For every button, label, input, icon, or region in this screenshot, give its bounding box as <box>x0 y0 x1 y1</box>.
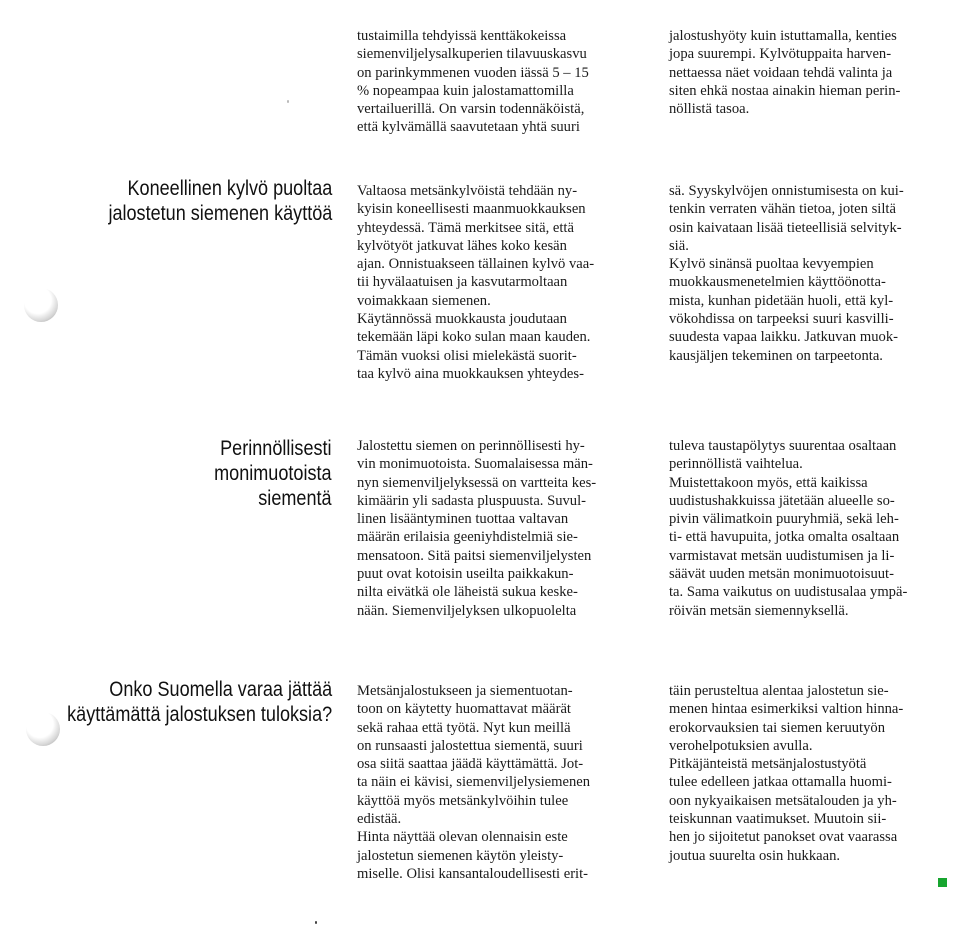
punch-hole-top <box>24 288 58 322</box>
scan-speck <box>287 100 289 103</box>
section3-column-left: Metsänjalostukseen ja siementuotan- toon on käytetty huomattavat määrät sekä rahaa että työtä. Nyt kun meillä on runsaasti jalostettua siementä, suuri osa siitä saattaa jäädä käyttämättä. Jot- ta näin ei kävisi, siemenviljelysiemenen käyttöä myös metsänkylvöihin tulee edistää. Hinta näyttää olevan olennaisin este jalostetun siemenen käytön yleisty- miselle. Olisi kansantaloudellisesti erit- <box>357 683 591 882</box>
intro-column-right: jalostushyöty kuin istuttamalla, kenties jopa suurempi. Kylvötuppaita harven- nettaessa näet voidaan tehdä valinta ja siten ehkä nostaa ainakin hieman perin- nöllistä tasoa. <box>669 28 901 118</box>
end-of-article-marker <box>938 878 947 887</box>
section-heading-perinnollisesti: Perinnöllisesti monimuotoista siementä <box>214 437 332 510</box>
intro-column-left: tustaimilla tehdyissä kenttäkokeissa siemenviljelysalkuperien tilavuuskasvu on parinkymmenen vuoden iässä 5 – 15 % nopeampaa kuin jalostamattomilla vertailuerillä. On varsin todennäköistä, että kylvämällä saavutetaan yhtä suuri <box>357 28 589 136</box>
section-heading-koneellinen-kylvo: Koneellinen kylvö puoltaa jalostetun siemenen käyttöä <box>108 177 332 225</box>
section1-column-left: Valtaosa metsänkylvöistä tehdään ny- kyisin koneellisesti maanmuokkauksen yhteydessä. Tämä merkitsee sitä, että kylvötyöt jatkuvat lähes koko kesän ajan. Onnistuakseen tällainen kylvö vaa- tii hyvälaatuisen ja kasvutarmoltaan voimakkaan siemenen. Käytännössä muokkausta joudutaan tekemään läpi koko sulan maan kauden. Tämän vuoksi olisi mielekästä suorit- taa kylvö aina muokkauksen yhteydes- <box>357 183 595 382</box>
section-heading-onko-suomella: Onko Suomella varaa jättää käyttämättä jalostuksen tuloksia? <box>66 678 332 726</box>
section2-column-left: Jalostettu siemen on perinnöllisesti hy- vin monimuotoista. Suomalaisessa män- nyn siemenviljelyksessä on vartteita kes- kimäärin yli sadasta pluspuusta. Suvul- linen lisääntyminen tuottaa valtavan määrän erilaisia geeniyhdistelmiä sie- mensatoon. Sitä paitsi siemenviljelysten puut ovat kotoisin useilta paikkakun- nilta eivätkä ole läheistä sukua keske- nään. Siemenviljelyksen ulkopuolelta <box>357 438 597 619</box>
section1-column-right: sä. Syyskylvöjen onnistumisesta on kui- tenkin verraten vähän tietoa, joten siltä osin kaivataan lisää tieteellisiä selvityk- siä. Kylvö sinänsä puoltaa kevyempien muokkausmenetelmien käyttöönotta- mista, kunhan pidetään huoli, että kyl- vökohdissa on tarpeeksi suuri kasvilli- suudesta vapaa laikku. Jatkuvan muok- kausjäljen tekeminen on tarpeetonta. <box>669 183 904 364</box>
scan-speck <box>315 921 317 924</box>
section3-column-right: täin perusteltua alentaa jalostetun sie- menen hintaa esimerkiksi valtion hinna- erokorvauksien tai siemen keruutyön verohelpotuksien avulla. Pitkäjänteistä metsänjalostustyötä tulee edelleen jatkaa ottamalla huomi- oon nykyaikaisen metsätalouden ja yh- teiskunnan vaatimukset. Muutoin sii- hen jo sijoitetut panokset ovat vaarassa joutua suurelta osin hukkaan. <box>669 683 904 864</box>
punch-hole-bottom <box>26 712 60 746</box>
section2-column-right: tuleva taustapölytys suurentaa osaltaan perinnöllistä vaihtelua. Muistettakoon myös, että kaikissa uudistushakkuissa jätetään alueelle so- pivin välimatkoin puuryhmiä, sekä leh- ti- että havupuita, jotka omalta osaltaan varmistavat metsän uudistumisen ja li- säävät uuden metsän monimuotoisuut- ta. Sama vaikutus on uudistusalaa ympä- röivän metsän siemennyksellä. <box>669 438 908 619</box>
